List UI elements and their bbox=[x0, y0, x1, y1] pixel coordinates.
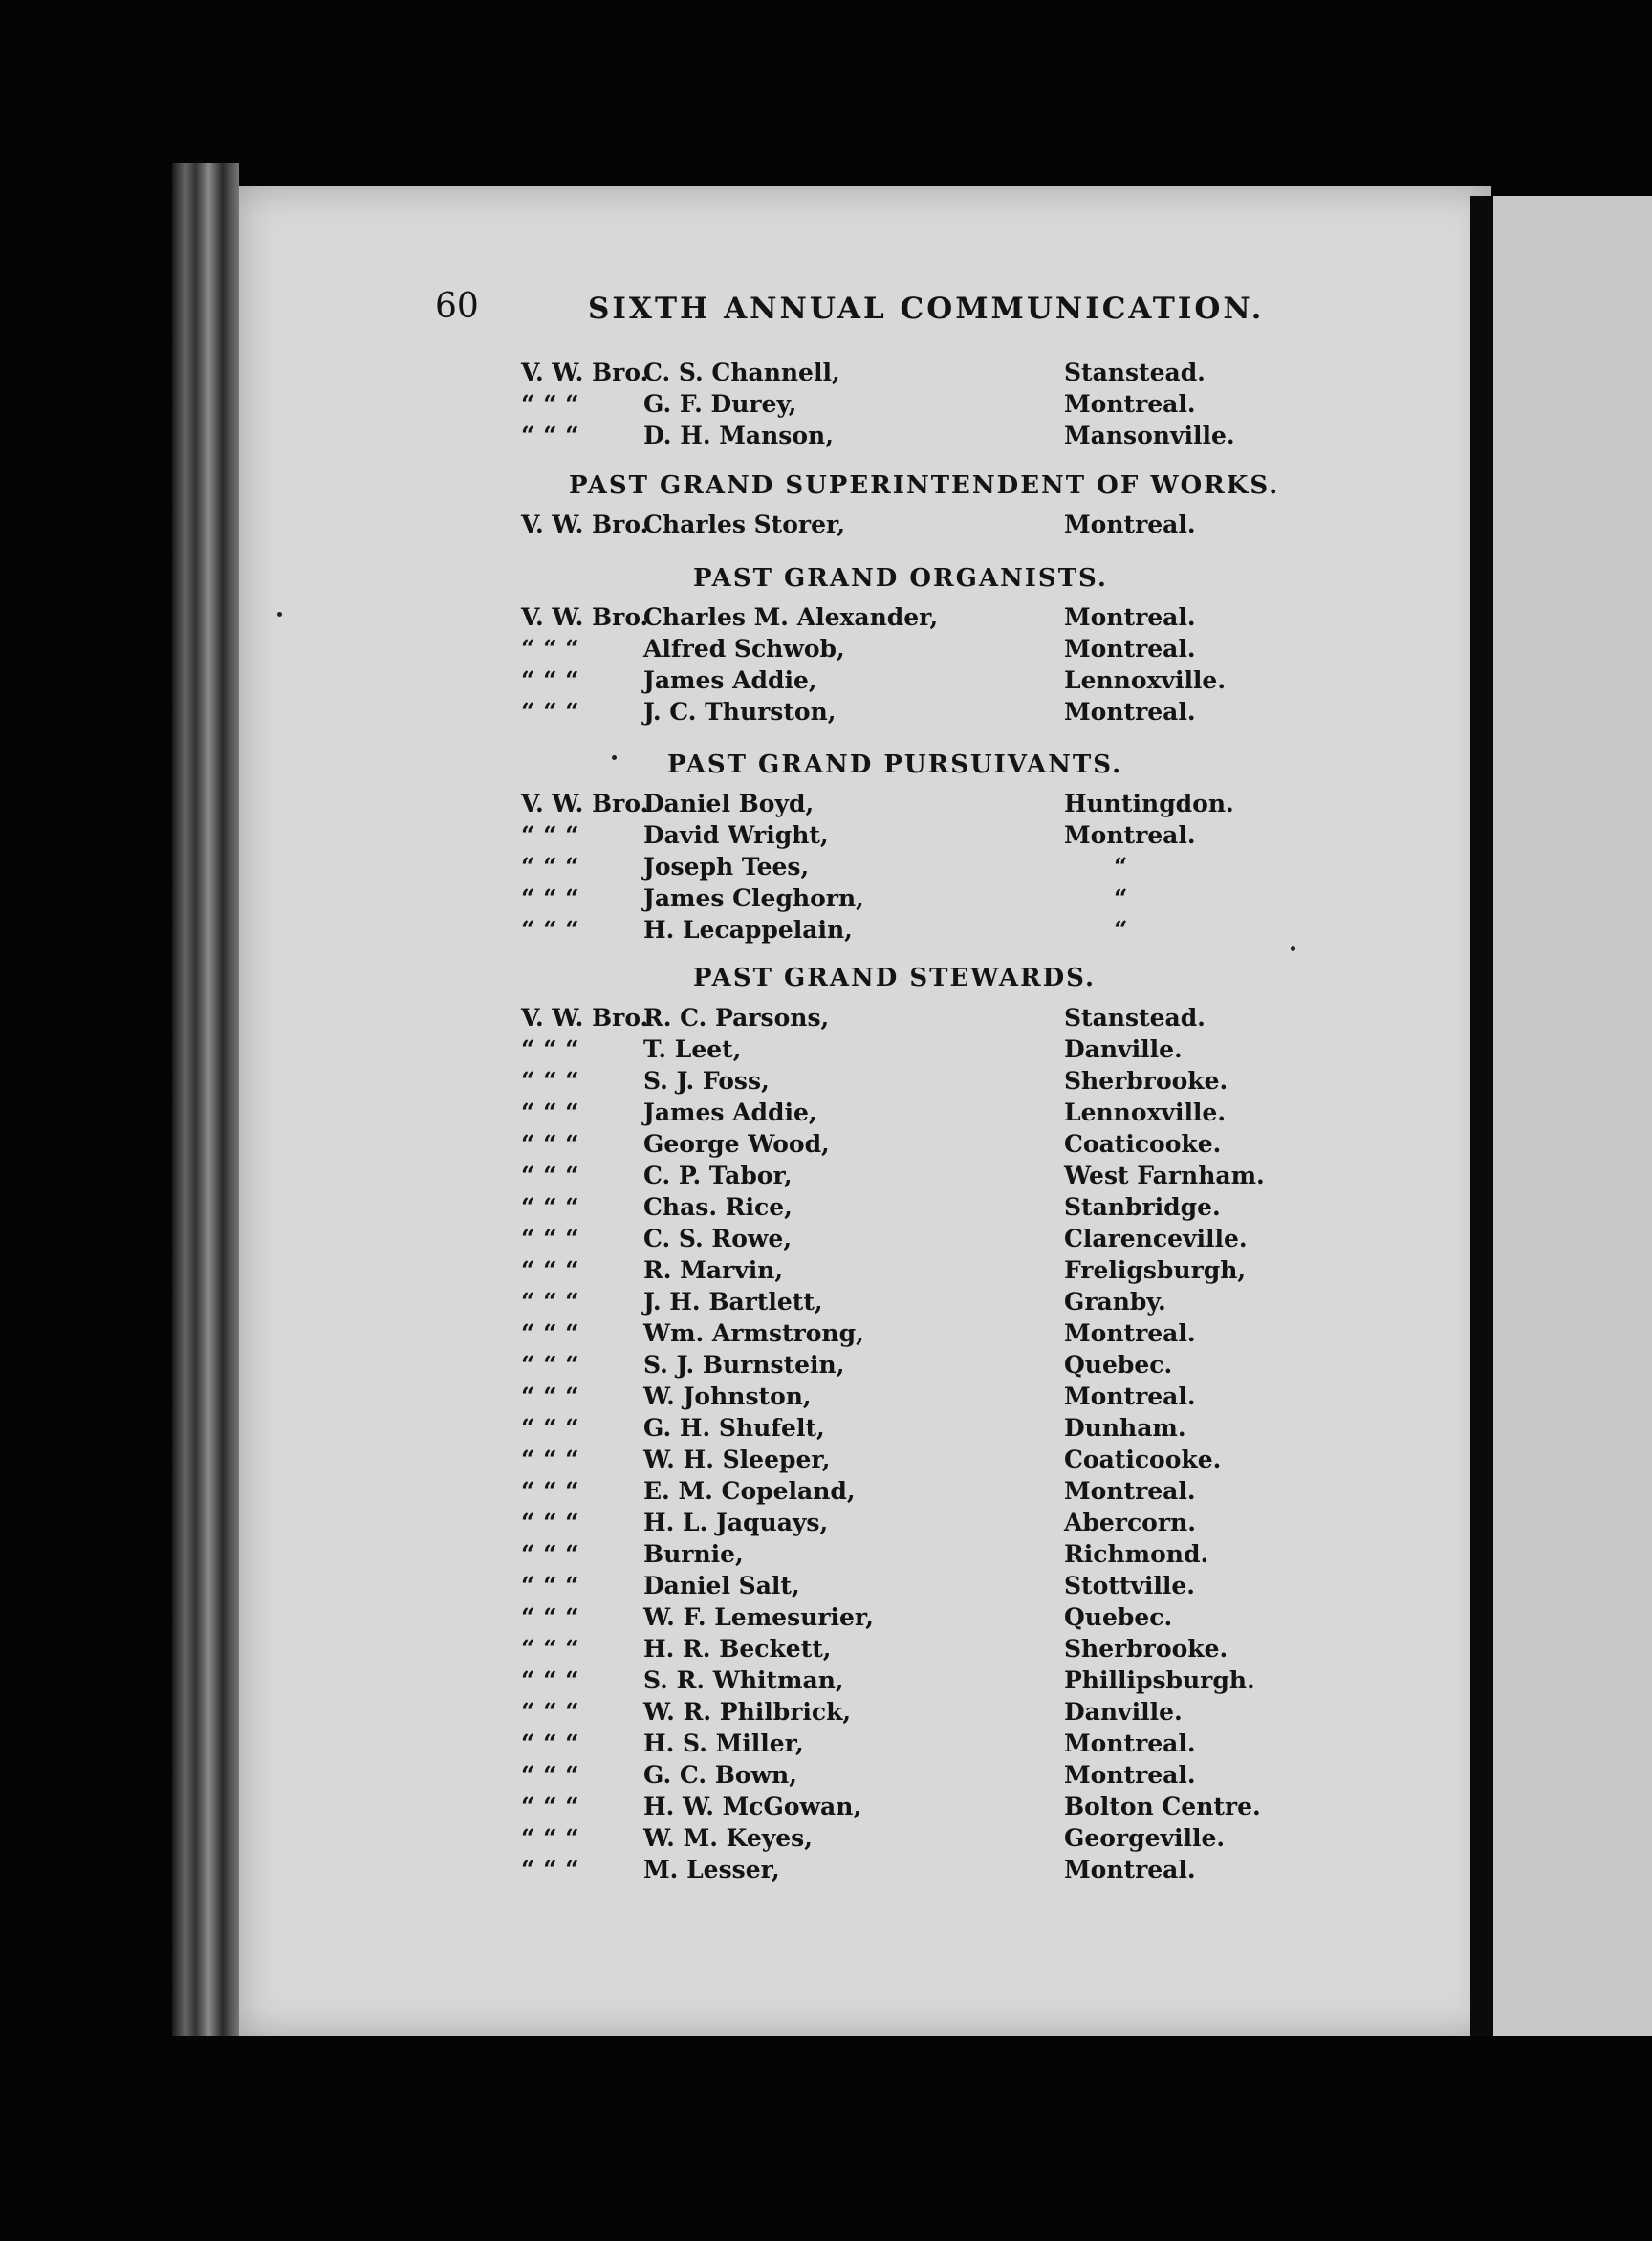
list-item bbox=[521, 1761, 1248, 1794]
entry-name: M. Lesser, bbox=[643, 1856, 780, 1883]
list-item bbox=[521, 853, 1248, 885]
list-item bbox=[521, 1193, 1248, 1226]
entry-name: Wm. Armstrong, bbox=[643, 1319, 864, 1347]
list-item bbox=[521, 1004, 1248, 1036]
entry-name: James Addie, bbox=[643, 1099, 817, 1126]
entry-place: West Farnham. bbox=[1064, 1162, 1265, 1189]
entry-place: Montreal. bbox=[1064, 1730, 1196, 1757]
entry-name: David Wright, bbox=[643, 821, 829, 849]
list-item bbox=[521, 1635, 1248, 1667]
entry-prefix: “ “ “ bbox=[521, 1761, 579, 1789]
entry-place: Montreal. bbox=[1064, 635, 1196, 663]
list-item bbox=[521, 390, 1248, 423]
entry-name: R. C. Parsons, bbox=[643, 1004, 830, 1032]
list-item bbox=[521, 916, 1248, 948]
entry-place: Coaticooke. bbox=[1064, 1130, 1222, 1158]
entry-place: Abercorn. bbox=[1064, 1509, 1196, 1536]
entry-place: Danville. bbox=[1064, 1698, 1183, 1726]
entry-prefix: “ “ “ bbox=[521, 1225, 579, 1252]
entry-place: Sherbrooke. bbox=[1064, 1067, 1228, 1095]
entry-place: Richmond. bbox=[1064, 1540, 1209, 1568]
list-item bbox=[521, 1824, 1248, 1857]
list-item bbox=[521, 1225, 1248, 1257]
binding-gutter bbox=[1470, 196, 1493, 2046]
list-item bbox=[521, 1666, 1255, 1699]
entry-name: W. R. Philbrick, bbox=[643, 1698, 852, 1726]
entry-name: James Addie, bbox=[643, 666, 817, 694]
entry-name: W. F. Lemesurier, bbox=[643, 1603, 874, 1631]
entry-name: G. H. Shufelt, bbox=[643, 1414, 825, 1442]
entry-name: S. J. Foss, bbox=[643, 1067, 770, 1095]
list-item bbox=[521, 511, 1248, 543]
entry-prefix: “ “ “ bbox=[521, 884, 579, 912]
scan-background bbox=[0, 2036, 1652, 2241]
page-number: 60 bbox=[435, 287, 479, 326]
entry-place: Clarenceville. bbox=[1064, 1225, 1248, 1252]
list-item bbox=[521, 1603, 1248, 1636]
list-item bbox=[521, 1035, 1248, 1068]
entry-name: Alfred Schwob, bbox=[643, 635, 845, 663]
entry-prefix: V. W. Bro. bbox=[521, 790, 649, 817]
entry-prefix: “ “ “ bbox=[521, 1824, 579, 1852]
list-item bbox=[521, 359, 1248, 391]
entry-place: Danville. bbox=[1064, 1035, 1183, 1063]
entry-place: Montreal. bbox=[1064, 1319, 1196, 1347]
entry-place: Montreal. bbox=[1064, 1761, 1196, 1789]
entry-prefix: “ “ “ bbox=[521, 390, 579, 418]
entry-name: S. J. Burnstein, bbox=[643, 1351, 845, 1379]
entry-prefix: “ “ “ bbox=[521, 1067, 579, 1095]
entry-prefix: “ “ “ bbox=[521, 1856, 579, 1883]
entry-name: C. P. Tabor, bbox=[643, 1162, 793, 1189]
list-item bbox=[521, 1319, 1248, 1352]
entry-name: H. L. Jaquays, bbox=[643, 1509, 829, 1536]
entry-prefix: “ “ “ bbox=[521, 853, 579, 881]
entry-place: Montreal. bbox=[1064, 821, 1196, 849]
entry-place: Montreal. bbox=[1064, 511, 1196, 538]
entry-place: Quebec. bbox=[1064, 1351, 1173, 1379]
entry-name: J. H. Bartlett, bbox=[643, 1288, 823, 1316]
entry-prefix: “ “ “ bbox=[521, 635, 579, 663]
entry-place: Montreal. bbox=[1064, 1477, 1196, 1505]
scan-speck bbox=[612, 755, 617, 760]
list-item bbox=[521, 1446, 1248, 1478]
entry-place-ditto: “ bbox=[1114, 916, 1128, 944]
list-item bbox=[521, 1288, 1248, 1320]
entry-place: Stanstead. bbox=[1064, 359, 1206, 386]
entry-prefix: V. W. Bro. bbox=[521, 1004, 649, 1032]
list-item bbox=[521, 1540, 1248, 1573]
entry-prefix: “ “ “ bbox=[521, 1698, 579, 1726]
entry-place: Georgeville. bbox=[1064, 1824, 1226, 1852]
section-heading: PAST GRAND PURSUIVANTS. bbox=[667, 751, 1123, 779]
entry-name: E. M. Copeland, bbox=[643, 1477, 856, 1505]
list-item bbox=[521, 1730, 1248, 1762]
entry-name: H. R. Beckett, bbox=[643, 1635, 832, 1663]
list-item bbox=[521, 1856, 1248, 1888]
list-item bbox=[521, 884, 1248, 917]
entry-name: Charles Storer, bbox=[643, 511, 846, 538]
entry-prefix: “ “ “ bbox=[521, 698, 579, 726]
list-item bbox=[521, 1509, 1248, 1541]
entry-name: W. Johnston, bbox=[643, 1382, 812, 1410]
page-edge-stack bbox=[172, 163, 239, 2046]
entry-name: D. H. Manson, bbox=[643, 422, 834, 449]
entry-prefix: “ “ “ bbox=[521, 1572, 579, 1599]
entry-name: S. R. Whitman, bbox=[643, 1666, 844, 1694]
section-heading: PAST GRAND ORGANISTS. bbox=[693, 564, 1108, 593]
entry-place: Stanstead. bbox=[1064, 1004, 1206, 1032]
entry-prefix: “ “ “ bbox=[521, 1793, 579, 1820]
entry-name: H. S. Miller, bbox=[643, 1730, 804, 1757]
entry-name: R. Marvin, bbox=[643, 1256, 784, 1284]
entry-prefix: “ “ “ bbox=[521, 916, 579, 944]
list-item bbox=[521, 821, 1248, 854]
entry-prefix: “ “ “ bbox=[521, 1319, 579, 1347]
entry-name: Joseph Tees, bbox=[643, 853, 810, 881]
entry-place: Mansonville. bbox=[1064, 422, 1235, 449]
entry-prefix: V. W. Bro. bbox=[521, 511, 649, 538]
entry-place: Montreal. bbox=[1064, 1382, 1196, 1410]
entry-prefix: “ “ “ bbox=[521, 1666, 579, 1694]
list-item bbox=[521, 635, 1248, 667]
list-item bbox=[521, 666, 1248, 699]
entry-place: Stottville. bbox=[1064, 1572, 1195, 1599]
entry-prefix: “ “ “ bbox=[521, 422, 579, 449]
entry-prefix: “ “ “ bbox=[521, 1477, 579, 1505]
entry-name: Burnie, bbox=[643, 1540, 744, 1568]
list-item bbox=[521, 1572, 1248, 1604]
entry-name: C. S. Channell, bbox=[643, 359, 840, 386]
entry-place: Montreal. bbox=[1064, 603, 1196, 631]
facing-page-edge bbox=[1493, 196, 1652, 2046]
entry-prefix: “ “ “ bbox=[521, 1288, 579, 1316]
entry-place-ditto: “ bbox=[1114, 853, 1128, 881]
entry-place: Dunham. bbox=[1064, 1414, 1186, 1442]
entry-place: Quebec. bbox=[1064, 1603, 1173, 1631]
entry-place: Granby. bbox=[1064, 1288, 1166, 1316]
entry-prefix: “ “ “ bbox=[521, 1162, 579, 1189]
entry-name: Chas. Rice, bbox=[643, 1193, 793, 1221]
entry-prefix: “ “ “ bbox=[521, 1635, 579, 1663]
entry-prefix: “ “ “ bbox=[521, 1256, 579, 1284]
entry-prefix: “ “ “ bbox=[521, 1099, 579, 1126]
list-item bbox=[521, 1382, 1248, 1415]
entry-prefix: “ “ “ bbox=[521, 1730, 579, 1757]
entry-place: Sherbrooke. bbox=[1064, 1635, 1228, 1663]
list-item bbox=[521, 790, 1248, 822]
entry-prefix: “ “ “ bbox=[521, 1130, 579, 1158]
entry-prefix: “ “ “ bbox=[521, 1351, 579, 1379]
entry-prefix: “ “ “ bbox=[521, 1540, 579, 1568]
entry-name: Daniel Boyd, bbox=[643, 790, 815, 817]
entry-place: Bolton Centre. bbox=[1064, 1793, 1261, 1820]
list-item bbox=[521, 1698, 1248, 1730]
list-item bbox=[521, 1256, 1248, 1289]
entry-prefix: V. W. Bro. bbox=[521, 359, 649, 386]
entry-prefix: “ “ “ bbox=[521, 666, 579, 694]
entry-place: Montreal. bbox=[1064, 698, 1196, 726]
section-heading: PAST GRAND STEWARDS. bbox=[693, 964, 1097, 992]
section-heading: PAST GRAND SUPERINTENDENT OF WORKS. bbox=[569, 471, 1280, 500]
entry-name: J. C. Thurston, bbox=[643, 698, 837, 726]
entry-prefix: “ “ “ bbox=[521, 1414, 579, 1442]
entry-name: T. Leet, bbox=[643, 1035, 742, 1063]
list-item bbox=[521, 1477, 1248, 1510]
list-item bbox=[521, 698, 1248, 730]
entry-place: Montreal. bbox=[1064, 1856, 1196, 1883]
entry-name: Daniel Salt, bbox=[643, 1572, 800, 1599]
entry-prefix: V. W. Bro. bbox=[521, 603, 649, 631]
entry-place: Coaticooke. bbox=[1064, 1446, 1222, 1473]
entry-prefix: “ “ “ bbox=[521, 1509, 579, 1536]
entry-prefix: “ “ “ bbox=[521, 821, 579, 849]
entry-prefix: “ “ “ bbox=[521, 1446, 579, 1473]
entry-prefix: “ “ “ bbox=[521, 1035, 579, 1063]
entry-name: H. Lecappelain, bbox=[643, 916, 853, 944]
list-item bbox=[521, 1414, 1248, 1447]
list-item bbox=[521, 1793, 1261, 1825]
entry-place: Stanbridge. bbox=[1064, 1193, 1221, 1221]
list-item bbox=[521, 1099, 1248, 1131]
entry-place: Lennoxville. bbox=[1064, 666, 1227, 694]
scan-speck bbox=[1291, 946, 1295, 951]
entry-place: Huntingdon. bbox=[1064, 790, 1234, 817]
entry-name: G. F. Durey, bbox=[643, 390, 797, 418]
list-item bbox=[521, 1162, 1265, 1194]
entry-name: Charles M. Alexander, bbox=[643, 603, 939, 631]
entry-prefix: “ “ “ bbox=[521, 1382, 579, 1410]
entry-name: G. C. Bown, bbox=[643, 1761, 797, 1789]
entry-name: James Cleghorn, bbox=[643, 884, 864, 912]
entry-prefix: “ “ “ bbox=[521, 1603, 579, 1631]
entry-name: W. M. Keyes, bbox=[643, 1824, 813, 1852]
entry-place: Phillipsburgh. bbox=[1064, 1666, 1255, 1694]
entry-place: Freligsburgh, bbox=[1064, 1256, 1247, 1284]
list-item bbox=[521, 422, 1248, 454]
entry-place: Lennoxville. bbox=[1064, 1099, 1227, 1126]
list-item bbox=[521, 603, 1248, 636]
entry-name: George Wood, bbox=[643, 1130, 830, 1158]
entry-place-ditto: “ bbox=[1114, 884, 1128, 912]
list-item bbox=[521, 1351, 1248, 1383]
list-item bbox=[521, 1067, 1248, 1099]
entry-place: Montreal. bbox=[1064, 390, 1196, 418]
list-item bbox=[521, 1130, 1248, 1163]
entry-name: W. H. Sleeper, bbox=[643, 1446, 831, 1473]
scan-speck bbox=[277, 612, 282, 617]
running-head: SIXTH ANNUAL COMMUNICATION. bbox=[588, 292, 1265, 326]
entry-prefix: “ “ “ bbox=[521, 1193, 579, 1221]
entry-name: C. S. Rowe, bbox=[643, 1225, 793, 1252]
entry-name: H. W. McGowan, bbox=[643, 1793, 862, 1820]
